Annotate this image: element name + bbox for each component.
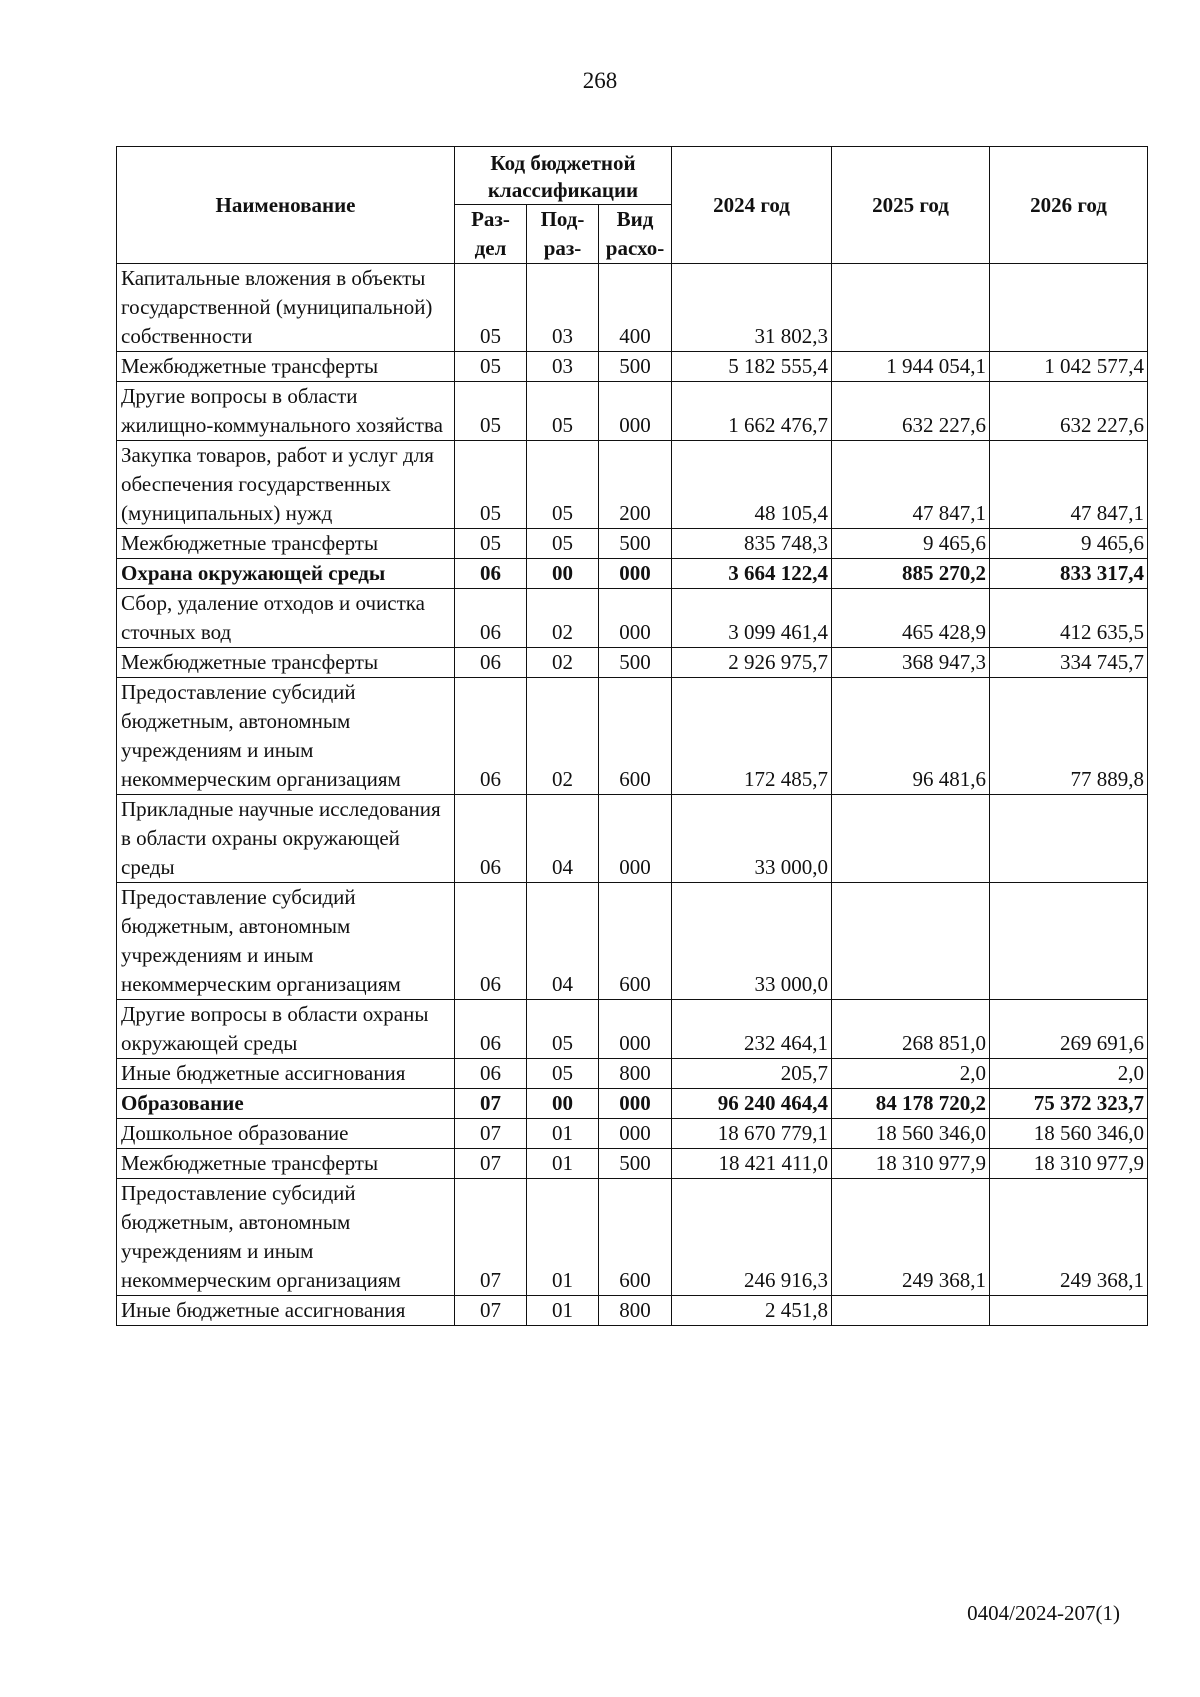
row-vid: 500 [599, 1149, 672, 1179]
row-vid: 000 [599, 559, 672, 589]
row-value-2026: 412 635,5 [990, 589, 1148, 648]
row-podrazdel: 03 [527, 352, 599, 382]
table-row [117, 589, 1148, 648]
row-name: Межбюджетные трансферты [117, 529, 455, 559]
row-podrazdel: 01 [527, 1119, 599, 1149]
table-row [117, 1296, 1148, 1326]
table-row [117, 1149, 1148, 1179]
row-razdel: 06 [455, 1059, 527, 1089]
table-body [117, 264, 1148, 1326]
row-podrazdel: 05 [527, 1059, 599, 1089]
row-razdel: 06 [455, 559, 527, 589]
row-name: Охрана окружающей среды [117, 559, 455, 589]
row-podrazdel: 05 [527, 382, 599, 441]
row-value-2024: 33 000,0 [672, 883, 832, 1000]
row-razdel: 07 [455, 1119, 527, 1149]
header-2026: 2026 год [990, 147, 1148, 264]
row-value-2026 [990, 264, 1148, 352]
table-row [117, 441, 1148, 529]
row-name: Закупка товаров, работ и услуг для обеспечения государственных (муниципальных) нужд [117, 441, 455, 529]
row-razdel: 07 [455, 1149, 527, 1179]
row-name: Межбюджетные трансферты [117, 1149, 455, 1179]
row-value-2026: 334 745,7 [990, 648, 1148, 678]
row-razdel: 06 [455, 883, 527, 1000]
row-vid: 500 [599, 648, 672, 678]
row-razdel: 06 [455, 795, 527, 883]
row-value-2026: 1 042 577,4 [990, 352, 1148, 382]
row-value-2026: 47 847,1 [990, 441, 1148, 529]
row-name: Межбюджетные трансферты [117, 648, 455, 678]
row-value-2025: 47 847,1 [832, 441, 990, 529]
header-name: Наименование [117, 147, 455, 264]
row-value-2026 [990, 1296, 1148, 1326]
row-vid: 000 [599, 382, 672, 441]
table-row [117, 1000, 1148, 1059]
row-name: Сбор, удаление отходов и очистка сточных вод [117, 589, 455, 648]
row-value-2024: 835 748,3 [672, 529, 832, 559]
row-value-2026: 632 227,6 [990, 382, 1148, 441]
row-value-2025: 18 560 346,0 [832, 1119, 990, 1149]
row-vid: 000 [599, 1119, 672, 1149]
row-value-2024: 48 105,4 [672, 441, 832, 529]
row-vid: 200 [599, 441, 672, 529]
row-name: Иные бюджетные ассигнования [117, 1059, 455, 1089]
table-row [117, 1179, 1148, 1296]
table-row [117, 795, 1148, 883]
row-value-2026: 9 465,6 [990, 529, 1148, 559]
row-podrazdel: 00 [527, 1089, 599, 1119]
row-value-2024: 31 802,3 [672, 264, 832, 352]
row-vid: 600 [599, 1179, 672, 1296]
row-vid: 000 [599, 589, 672, 648]
table-row [117, 1119, 1148, 1149]
row-name: Другие вопросы в области жилищно-коммунального хозяйства [117, 382, 455, 441]
row-value-2024: 2 926 975,7 [672, 648, 832, 678]
page-number: 268 [582, 68, 618, 93]
row-value-2025: 632 227,6 [832, 382, 990, 441]
row-podrazdel: 02 [527, 678, 599, 795]
row-razdel: 07 [455, 1089, 527, 1119]
header-code-group: Код бюджетной классификации [455, 147, 672, 205]
row-podrazdel: 00 [527, 559, 599, 589]
row-value-2025: 885 270,2 [832, 559, 990, 589]
row-value-2025: 465 428,9 [832, 589, 990, 648]
row-value-2026 [990, 795, 1148, 883]
row-value-2026: 2,0 [990, 1059, 1148, 1089]
row-razdel: 05 [455, 352, 527, 382]
row-razdel: 05 [455, 264, 527, 352]
row-podrazdel: 02 [527, 589, 599, 648]
row-value-2025: 368 947,3 [832, 648, 990, 678]
row-name: Предоставление субсидий бюджетным, автономным учреждениям и иным некоммерческим организациям [117, 883, 455, 1000]
row-value-2025: 268 851,0 [832, 1000, 990, 1059]
row-podrazdel: 01 [527, 1179, 599, 1296]
row-razdel: 05 [455, 441, 527, 529]
row-value-2026: 18 310 977,9 [990, 1149, 1148, 1179]
row-value-2025: 18 310 977,9 [832, 1149, 990, 1179]
row-name: Межбюджетные трансферты [117, 352, 455, 382]
row-razdel: 06 [455, 1000, 527, 1059]
row-value-2024: 1 662 476,7 [672, 382, 832, 441]
row-podrazdel: 04 [527, 883, 599, 1000]
row-podrazdel: 05 [527, 441, 599, 529]
header-podrazdel: Под- раз- [527, 205, 599, 264]
row-podrazdel: 02 [527, 648, 599, 678]
row-razdel: 05 [455, 382, 527, 441]
row-value-2026: 249 368,1 [990, 1179, 1148, 1296]
row-value-2024: 246 916,3 [672, 1179, 832, 1296]
row-value-2024: 3 664 122,4 [672, 559, 832, 589]
row-value-2025: 96 481,6 [832, 678, 990, 795]
row-vid: 600 [599, 678, 672, 795]
row-podrazdel: 03 [527, 264, 599, 352]
row-name: Дошкольное образование [117, 1119, 455, 1149]
row-value-2024: 172 485,7 [672, 678, 832, 795]
row-value-2024: 18 670 779,1 [672, 1119, 832, 1149]
table-row [117, 352, 1148, 382]
header-vid: Вид расхо- [599, 205, 672, 264]
row-vid: 000 [599, 1089, 672, 1119]
row-name: Образование [117, 1089, 455, 1119]
document-code: 0404/2024-207(1) [967, 1601, 1120, 1625]
row-value-2025: 1 944 054,1 [832, 352, 990, 382]
row-podrazdel: 01 [527, 1296, 599, 1326]
row-name: Предоставление субсидий бюджетным, автономным учреждениям и иным некоммерческим организациям [117, 678, 455, 795]
table-row [117, 678, 1148, 795]
row-value-2024: 96 240 464,4 [672, 1089, 832, 1119]
row-value-2026: 75 372 323,7 [990, 1089, 1148, 1119]
row-vid: 600 [599, 883, 672, 1000]
table-row [117, 1059, 1148, 1089]
row-vid: 000 [599, 795, 672, 883]
row-value-2024: 5 182 555,4 [672, 352, 832, 382]
row-razdel: 07 [455, 1296, 527, 1326]
row-name: Предоставление субсидий бюджетным, автономным учреждениям и иным некоммерческим организациям [117, 1179, 455, 1296]
row-value-2024: 205,7 [672, 1059, 832, 1089]
row-vid: 500 [599, 352, 672, 382]
row-value-2024: 2 451,8 [672, 1296, 832, 1326]
row-vid: 800 [599, 1296, 672, 1326]
row-razdel: 06 [455, 589, 527, 648]
table-row [117, 264, 1148, 352]
row-razdel: 06 [455, 648, 527, 678]
row-value-2026: 77 889,8 [990, 678, 1148, 795]
row-name: Капитальные вложения в объекты государственной (муниципальной) собственности [117, 264, 455, 352]
row-vid: 000 [599, 1000, 672, 1059]
budget-table [116, 146, 1148, 1326]
row-value-2025: 249 368,1 [832, 1179, 990, 1296]
row-value-2025 [832, 1296, 990, 1326]
row-value-2025 [832, 264, 990, 352]
row-value-2026: 269 691,6 [990, 1000, 1148, 1059]
row-value-2026: 18 560 346,0 [990, 1119, 1148, 1149]
row-value-2024: 232 464,1 [672, 1000, 832, 1059]
row-podrazdel: 05 [527, 1000, 599, 1059]
row-razdel: 07 [455, 1179, 527, 1296]
table-row [117, 559, 1148, 589]
header-2025: 2025 год [832, 147, 990, 264]
row-name: Прикладные научные исследования в области охраны окружающей среды [117, 795, 455, 883]
row-name: Другие вопросы в области охраны окружающей среды [117, 1000, 455, 1059]
row-value-2025: 2,0 [832, 1059, 990, 1089]
row-value-2024: 18 421 411,0 [672, 1149, 832, 1179]
table-row [117, 883, 1148, 1000]
row-name: Иные бюджетные ассигнования [117, 1296, 455, 1326]
table-row [117, 529, 1148, 559]
header-razdel: Раз- дел [455, 205, 527, 264]
row-value-2026 [990, 883, 1148, 1000]
row-value-2025: 84 178 720,2 [832, 1089, 990, 1119]
row-vid: 800 [599, 1059, 672, 1089]
row-value-2024: 33 000,0 [672, 795, 832, 883]
row-value-2025 [832, 883, 990, 1000]
row-value-2026: 833 317,4 [990, 559, 1148, 589]
row-podrazdel: 05 [527, 529, 599, 559]
row-vid: 400 [599, 264, 672, 352]
row-razdel: 06 [455, 678, 527, 795]
table-row [117, 382, 1148, 441]
table-row [117, 1089, 1148, 1119]
row-value-2024: 3 099 461,4 [672, 589, 832, 648]
row-podrazdel: 01 [527, 1149, 599, 1179]
row-value-2025: 9 465,6 [832, 529, 990, 559]
header-2024: 2024 год [672, 147, 832, 264]
table-row [117, 648, 1148, 678]
row-podrazdel: 04 [527, 795, 599, 883]
row-razdel: 05 [455, 529, 527, 559]
row-value-2025 [832, 795, 990, 883]
row-vid: 500 [599, 529, 672, 559]
